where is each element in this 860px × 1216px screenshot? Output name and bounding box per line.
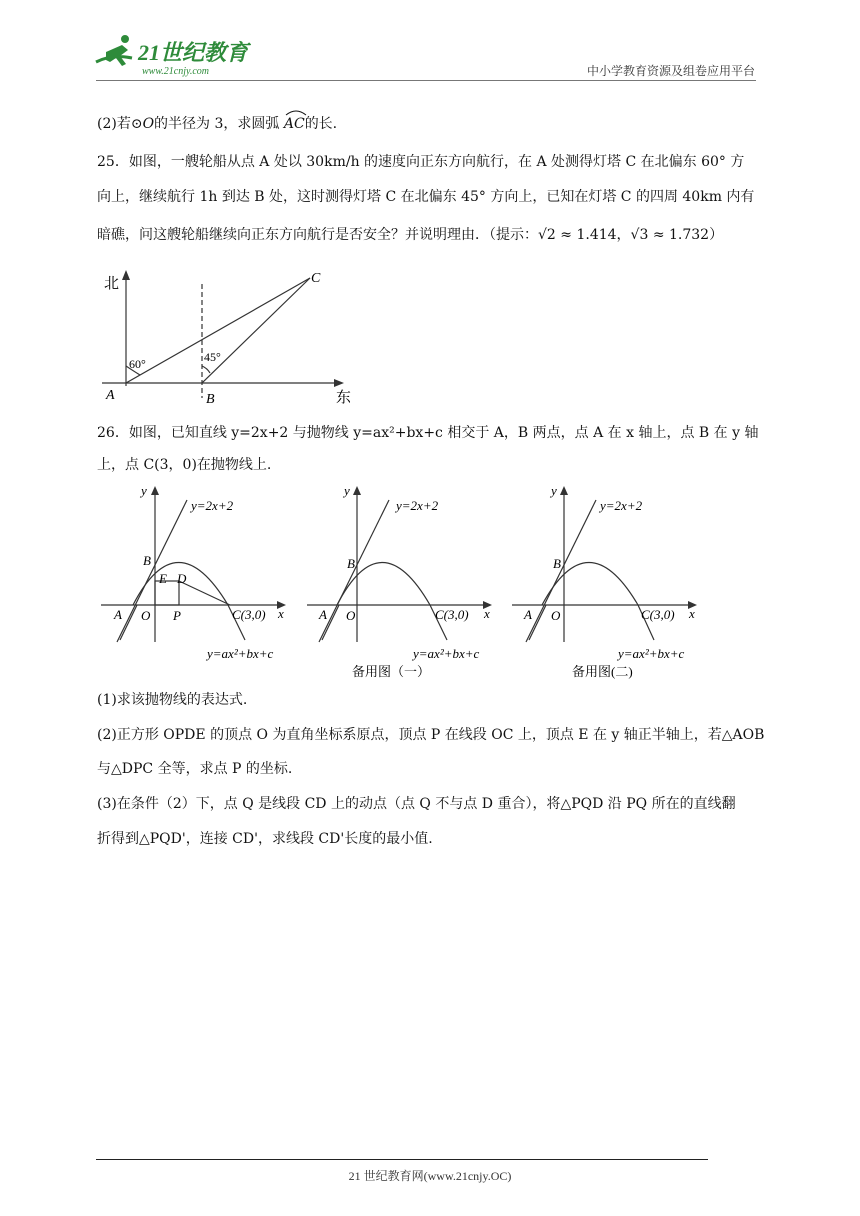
q26-line1: 26．如图，已知直线 y=2x+2 与抛物线 y=ax²+bx+c 相交于 A，B 两点，点 A 在 x 轴上，点 B 在 y 轴 [97,425,759,441]
q26-part2-line2: 与△DPC 全等，求点 P 的坐标. [97,761,293,777]
label-60: 60° [129,357,146,371]
label-line: y=2x+2 [396,498,439,513]
header-rule [96,80,756,81]
q25-line2: 向上，继续航行 1h 到达 B 处，这时测得灯塔 C 在北偏东 45° 方向上，已知在灯塔 C 的四周 40km 内有 [97,189,755,205]
label-C: C(3,0) [232,607,266,622]
site-logo [92,30,267,80]
label-B: B [347,556,355,571]
label-parabola: y=ax²+bx+c [618,646,685,661]
line-y2x2-second [120,605,137,640]
label-45: 45° [204,350,221,364]
y-arrow-icon [560,486,568,495]
q24-part2-mid: 的半径为 3，求圆弧 [154,116,280,132]
caption: 备用图（一） [352,664,431,679]
label-A: A [106,388,115,403]
caption: 备用图(二) [572,664,633,679]
label-O: O [551,608,561,623]
header-platform-text: 中小学教育资源及组卷应用平台 [586,64,755,78]
label-A: A [114,607,122,622]
label-P: P [173,608,181,623]
label-C: C(3,0) [435,607,469,622]
q26-figure-main [97,480,297,669]
label-y: y [141,483,147,498]
line-y2x2 [526,500,596,642]
label-C: C(3,0) [641,607,675,622]
label-x: x [689,606,695,621]
q24-part2-prefix: (2)若⊙ [97,116,143,132]
q26-part1: (1)求该抛物线的表达式. [97,692,248,708]
arc-label: AC [283,116,305,132]
north-arrow-icon [122,270,130,280]
parabola [337,563,447,641]
angle-45-arc [202,366,210,373]
q26-part2-line1: (2)正方形 OPDE 的顶点 O 为直角坐标系原点，顶点 P 在线段 OC 上，顶点 E 在 y 轴正半轴上，若△AOB [97,727,765,743]
q26-line2: 上，点 C(3，0)在抛物线上. [97,457,272,473]
logo-brand-text: 21世纪教育 [138,40,249,65]
label-D: D [177,571,187,586]
label-B: B [206,392,215,407]
label-x: x [484,606,490,621]
label-B: B [143,553,151,568]
label-line: y=2x+2 [191,498,234,513]
label-north: 北 [104,276,120,292]
east-arrow-icon [334,379,344,387]
arc-ac [284,110,305,134]
label-A: A [524,607,532,622]
label-y: y [551,483,557,498]
q26-figure-spare-2 [508,480,708,689]
q24-part2-suffix: 的长. [304,116,338,132]
q25-line1: 25．如图，一艘轮船从点 A 处以 30km/h 的速度向正东方向航行，在 A 处测得灯塔 C 在北偏东 60° 方 [97,154,745,170]
label-A: A [319,607,327,622]
y-arrow-icon [353,486,361,495]
footer-rule [96,1159,708,1160]
label-y: y [344,483,350,498]
label-parabola: y=ax²+bx+c [207,646,274,661]
footer-text[interactable]: 21 世纪教育网(www.21cnjy.OC) [348,1169,512,1183]
label-line: y=2x+2 [600,498,643,513]
q26-part3-line1: (3)在条件（2）下，点 Q 是线段 CD 上的动点（点 Q 不与点 D 重合），将△PQD 沿 PQ 所在的直线翻 [97,796,736,812]
segment-dc [179,581,230,605]
label-east: 东 [336,390,352,406]
q25-figure [92,262,362,414]
logo-url-text: www.21cnjy.com [142,66,210,77]
runner-logo-icon [96,35,132,66]
y-arrow-icon [151,486,159,495]
q26-part3-line2: 折得到△PQD'，连接 CD'，求线段 CD'长度的最小值. [97,831,433,847]
label-O: O [346,608,356,623]
label-E: E [159,571,167,586]
label-B: B [553,556,561,571]
q26-figure-spare-1 [303,480,503,689]
label-parabola: y=ax²+bx+c [413,646,480,661]
label-O: O [141,608,151,623]
label-C: C [311,271,321,286]
q25-line3: 暗礁，问这艘轮船继续向正东方向航行是否安全？并说明理由．（提示：√2 ≈ 1.414，√3 ≈ 1.732） [97,227,724,243]
q24-part2 [97,110,337,134]
circle-name: O [142,116,155,132]
label-x: x [278,606,284,621]
